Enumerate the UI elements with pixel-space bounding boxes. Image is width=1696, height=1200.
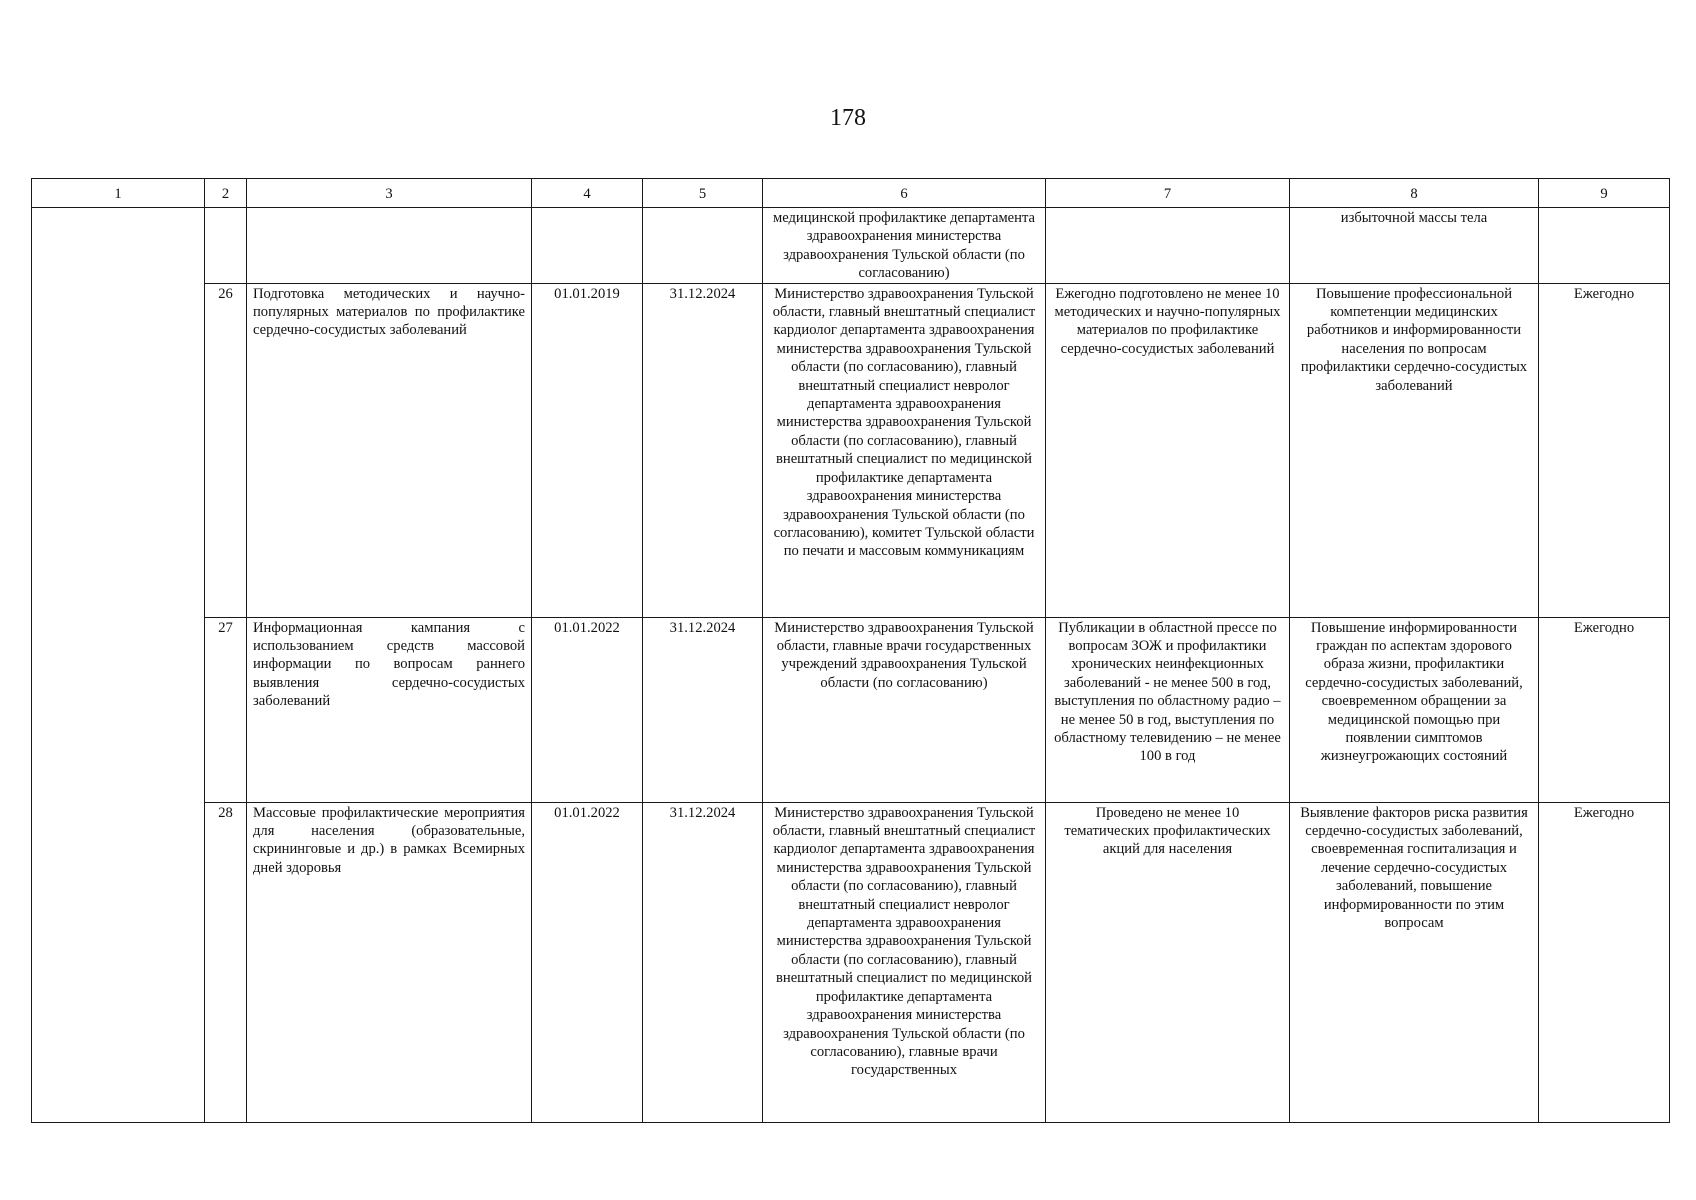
table-cell-start <box>532 208 643 284</box>
column-header: 4 <box>532 179 643 208</box>
table-cell-responsible: Министерство здравоохранения Тульской области, главные врачи государственных учреждений здравоохранения Тульской области (по согласованию) <box>763 617 1046 802</box>
table-cell-result: Выявление факторов риска развития сердечно-сосудистых заболеваний, своевременная госпитализация и лечение сердечно-сосудистых заболеваний, повышение информированности по этим вопросам <box>1290 802 1539 1122</box>
column-header: 8 <box>1290 179 1539 208</box>
table-row <box>32 802 1670 1122</box>
table-cell-end <box>643 208 763 284</box>
column-header: 6 <box>763 179 1046 208</box>
page-number: 178 <box>830 105 866 131</box>
table-cell-section <box>32 208 205 1123</box>
table-row <box>32 283 1670 617</box>
column-header: 9 <box>1539 179 1670 208</box>
table-cell-name: Массовые профилактические мероприятия для населения (образовательные, скрининговые и др.) в рамках Всемирных дней здоровья <box>247 802 532 1122</box>
table-cell-period <box>1539 208 1670 284</box>
table-cell-indicator: Публикации в областной прессе по вопросам ЗОЖ и профилактики хронических неинфекционных заболеваний - не менее 500 в год, выступления по областному радио – не менее 50 в год, выступления по областному телевидению – не менее 100 в год <box>1046 617 1290 802</box>
column-header: 5 <box>643 179 763 208</box>
table-cell-result: избыточной массы тела <box>1290 208 1539 284</box>
table-cell-responsible: Министерство здравоохранения Тульской области, главный внештатный специалист кардиолог департамента здравоохранения министерства здравоохранения Тульской области (по согласованию), главный внештатный специалист невролог департамента здравоохранения министерства здравоохранения Тульской области (по согласованию), главный внештатный специалист по медицинской профилактике департамента здравоохранения министерства здравоохранения Тульской области (по согласованию), комитет Тульской области по печати и массовым коммуникациям <box>763 283 1046 617</box>
column-header: 3 <box>247 179 532 208</box>
table-cell-name: Информационная кампания с использованием средств массовой информации по вопросам раннего выявления сердечно-сосудистых заболеваний <box>247 617 532 802</box>
column-header: 7 <box>1046 179 1290 208</box>
table-cell-num: 28 <box>205 802 247 1122</box>
table-cell-result: Повышение информированности граждан по аспектам здорового образа жизни, профилактики сердечно-сосудистых заболеваний, своевременном обращении за медицинской помощью при появлении симптомов жизнеугрожающих состояний <box>1290 617 1539 802</box>
table-cell-indicator: Ежегодно подготовлено не менее 10 методических и научно-популярных материалов по профилактике сердечно-сосудистых заболеваний <box>1046 283 1290 617</box>
table-cell-indicator <box>1046 208 1290 284</box>
table-header-row <box>32 179 1670 208</box>
table-cell-responsible: Министерство здравоохранения Тульской области, главный внештатный специалист кардиолог департамента здравоохранения министерства здравоохранения Тульской области (по согласованию), главный внештатный специалист невролог департамента здравоохранения министерства здравоохранения Тульской области (по согласованию), главный внештатный специалист по медицинской профилактике департамента здравоохранения министерства здравоохранения Тульской области (по согласованию), главные врачи государственных <box>763 802 1046 1122</box>
table-cell-num: 26 <box>205 283 247 617</box>
table-cell-num <box>205 208 247 284</box>
table-cell-indicator: Проведено не менее 10 тематических профилактических акций для населения <box>1046 802 1290 1122</box>
table-cell-result: Повышение профессиональной компетенции медицинских работников и информированности населения по вопросам профилактики сердечно-сосудистых заболеваний <box>1290 283 1539 617</box>
plan-table <box>31 178 1670 1123</box>
table-row-continuation <box>32 208 1670 284</box>
table-cell-name: Подготовка методических и научно-популярных материалов по профилактике сердечно-сосудистых заболеваний <box>247 283 532 617</box>
table-row <box>32 617 1670 802</box>
table-cell-name <box>247 208 532 284</box>
table-cell-start: 01.01.2022 <box>532 617 643 802</box>
table-cell-num: 27 <box>205 617 247 802</box>
table-cell-end: 31.12.2024 <box>643 283 763 617</box>
table-cell-end: 31.12.2024 <box>643 617 763 802</box>
column-header: 1 <box>32 179 205 208</box>
table-cell-end: 31.12.2024 <box>643 802 763 1122</box>
column-header: 2 <box>205 179 247 208</box>
table-cell-start: 01.01.2022 <box>532 802 643 1122</box>
table-cell-start: 01.01.2019 <box>532 283 643 617</box>
table-cell-period: Ежегодно <box>1539 802 1670 1122</box>
table-cell-period: Ежегодно <box>1539 617 1670 802</box>
table-cell-responsible: медицинской профилактике департамента здравоохранения министерства здравоохранения Тульской области (по согласованию) <box>763 208 1046 284</box>
table-cell-period: Ежегодно <box>1539 283 1670 617</box>
